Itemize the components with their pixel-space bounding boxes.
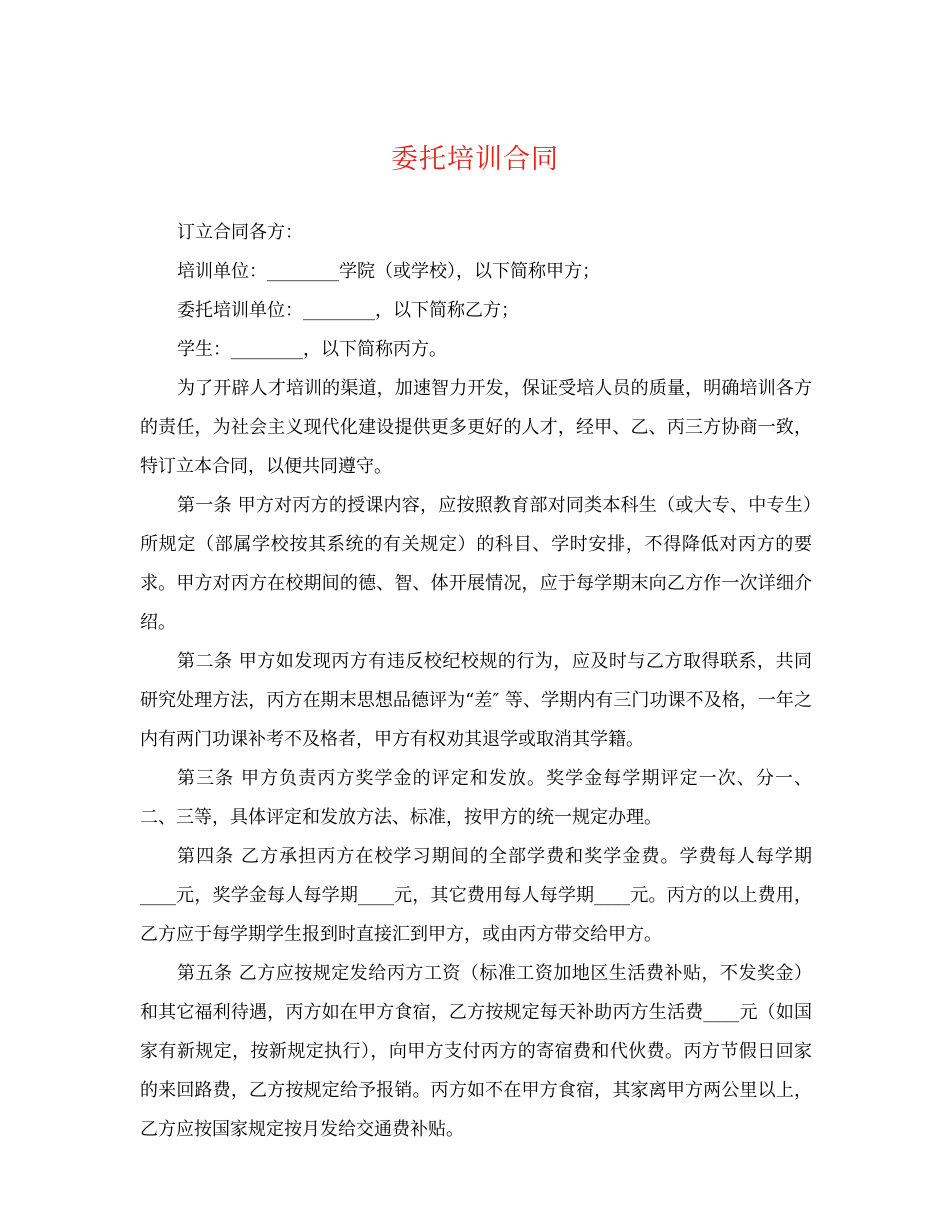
document-body — [140, 213, 812, 1149]
article-3: 第三条 甲方负责丙方奖学金的评定和发放。奖学金每学期评定一次、分一、二、三等，具体评定和发放方法、标准，按甲方的统一规定办理。 — [140, 768, 812, 828]
party-a-line: 培训单位：________学院（或学校），以下简称甲方； — [177, 261, 600, 282]
preamble-paragraph: 为了开辟人才培训的渠道，加速智力开发，保证受培人员的质量，明确培训各方的责任，为社会主义现代化建设提供更多更好的人才，经甲、乙、丙三方协商一致，特订立本合同，以便共同遵守。 — [140, 378, 812, 477]
party-c-line: 学生：________，以下简称丙方。 — [177, 339, 447, 360]
article-4: 第四条 乙方承担丙方在校学习期间的全部学费和奖学金费。学费每人每学期____元，奖学金每人每学期____元，其它费用每人每学期____元。丙方的以上费用，乙方应于每学期学生报到时直接汇到甲方，或由丙方带交给甲方。 — [140, 846, 812, 945]
party-b-line: 委托培训单位：________，以下简称乙方； — [177, 300, 519, 321]
document-title: 委托培训合同 — [391, 144, 559, 175]
article-5: 第五条 乙方应按规定发给丙方工资（标准工资加地区生活费补贴，不发奖金）和其它福利待遇，丙方如在甲方食宿，乙方按规定每天补助丙方生活费____元（如国家有新规定，按新规定执行），向甲方支付丙方的寄宿费和代伙费。丙方节假日回家的来回路费，乙方按规定给予报销。丙方如不在甲方食宿，其家离甲方两公里以上，乙方应按国家规定按月发给交通费补贴。 — [140, 963, 812, 1140]
article-2: 第二条 甲方如发现丙方有违反校纪校规的行为，应及时与乙方取得联系，共同研究处理方法，丙方在期末思想品德评为“差″ 等、学期内有三门功课不及格，一年之内有两门功课补考不及格者，甲方有权劝其退学或取消其学籍。 — [140, 651, 812, 750]
parties-heading: 订立合同各方： — [177, 222, 303, 243]
article-1: 第一条 甲方对丙方的授课内容，应按照教育部对同类本科生（或大专、中专生）所规定（部属学校按其系统的有关规定）的科目、学时安排，不得降低对丙方的要求。甲方对丙方在校期间的德、智、体开展情况，应于每学期末向乙方作一次详细介绍。 — [140, 495, 812, 633]
